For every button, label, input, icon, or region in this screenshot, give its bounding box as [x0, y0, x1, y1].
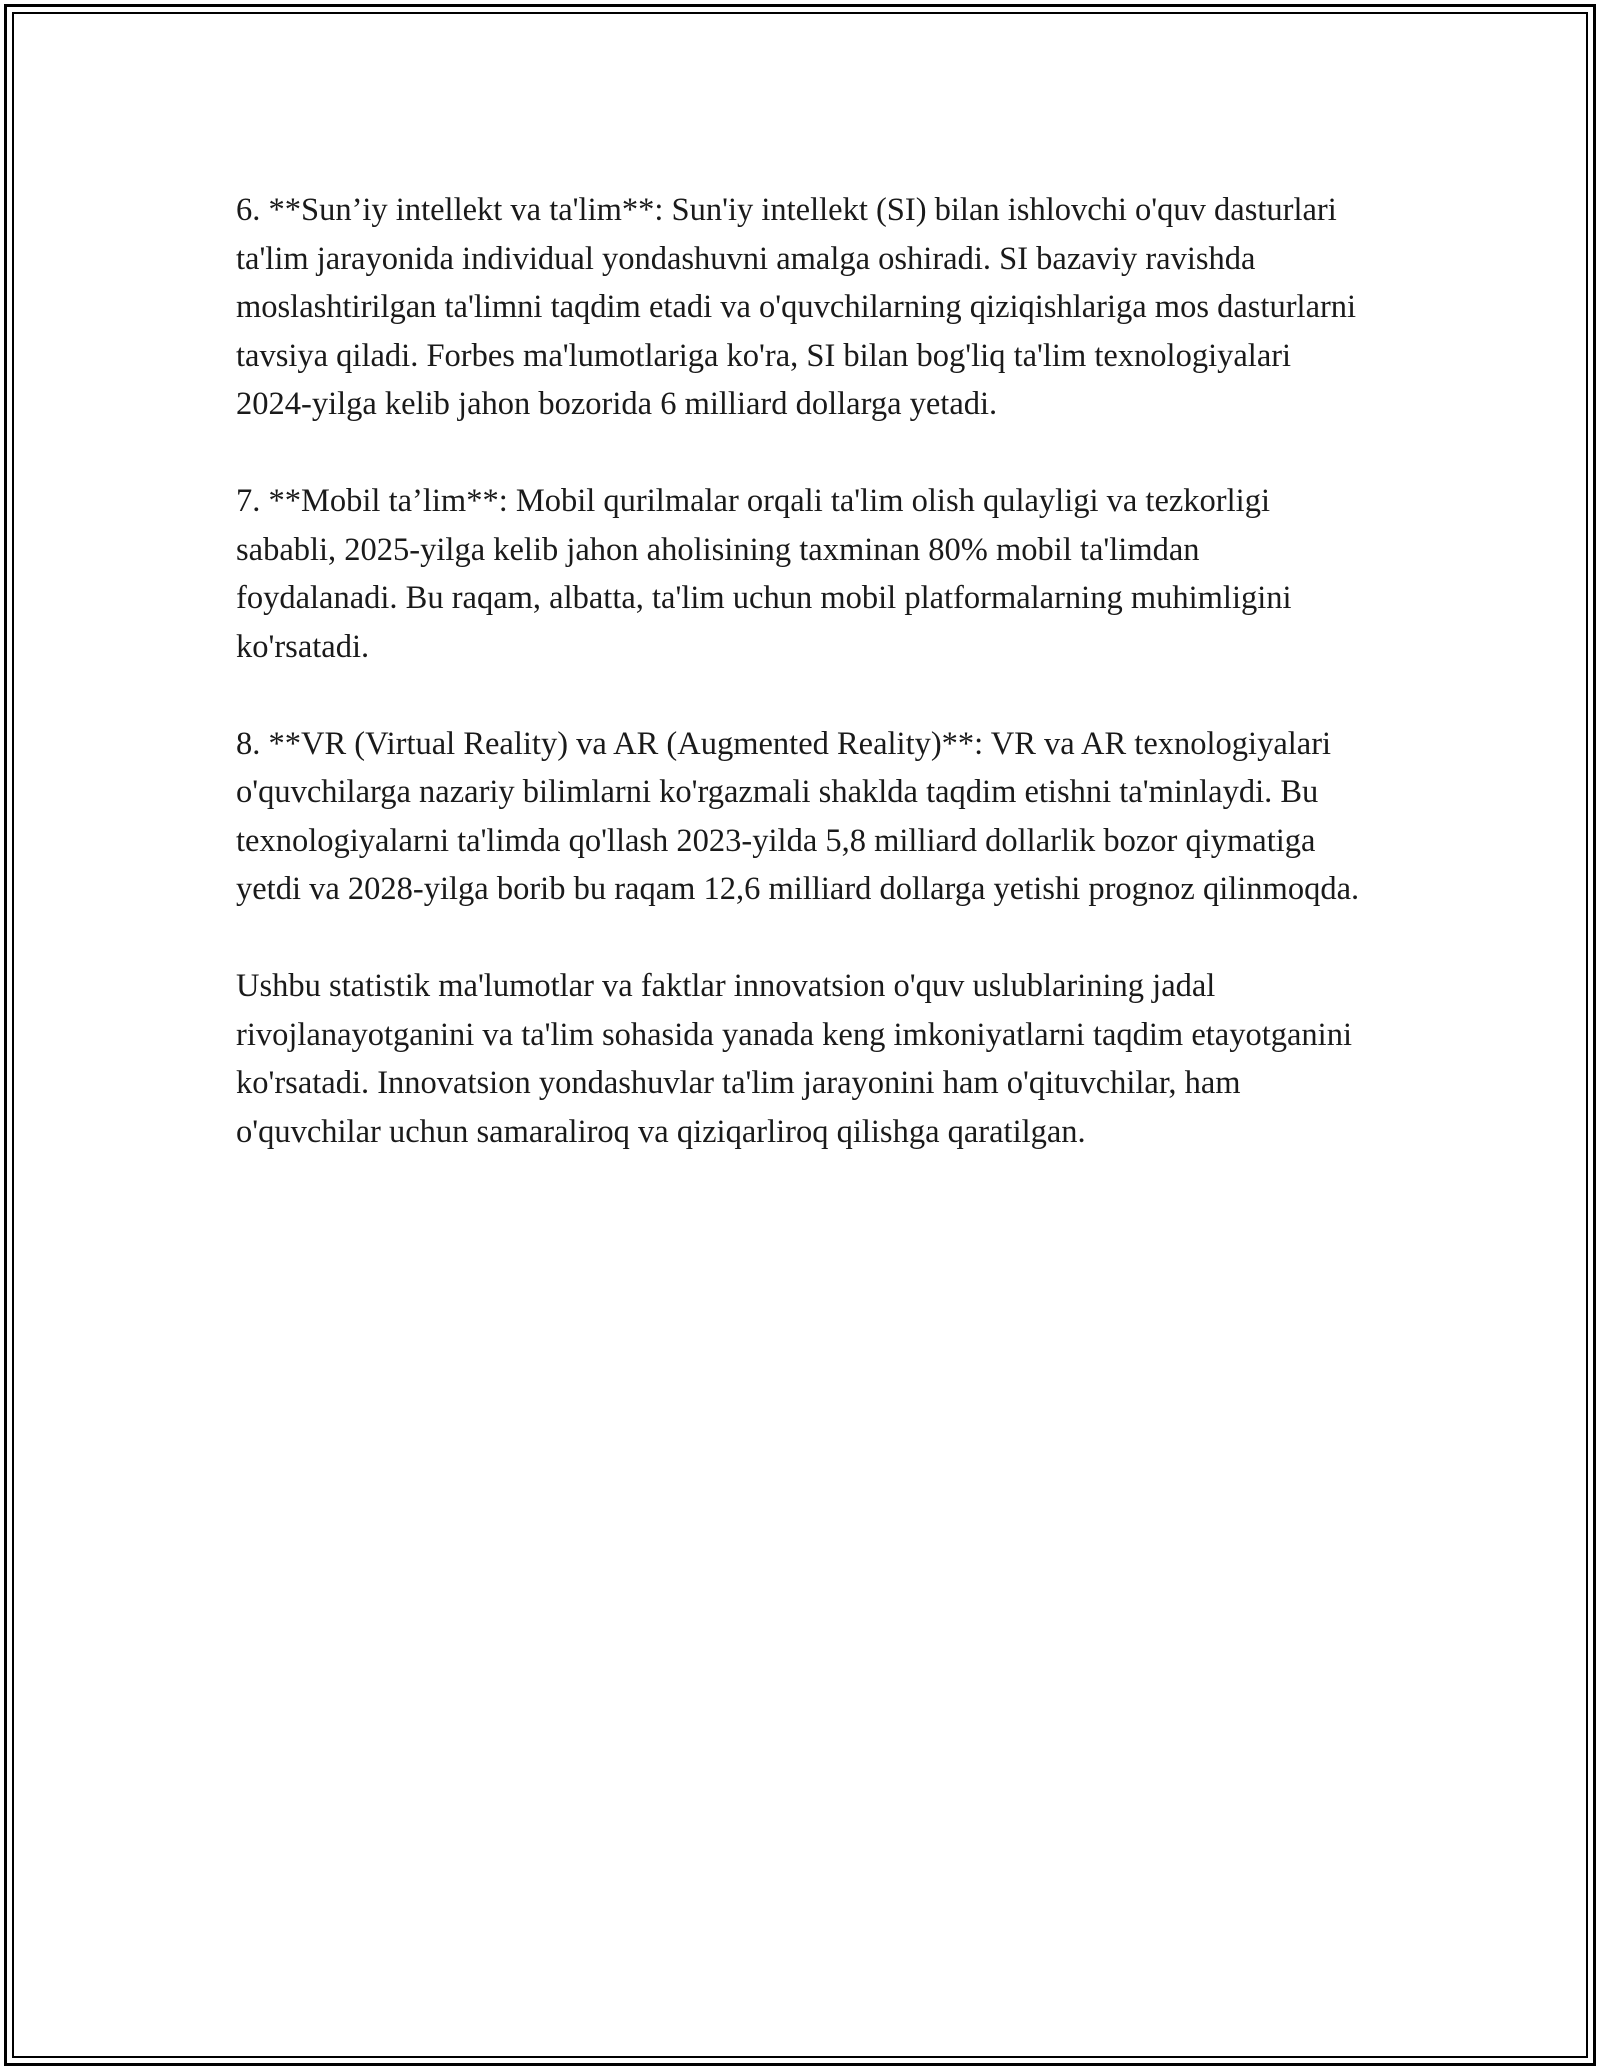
document-body [236, 186, 1366, 1205]
paragraph-vr-ar: 8. **VR (Virtual Reality) va AR (Augmented Reality)**: VR va AR texnologiyalari o'quvchilarga nazariy bilimlarni ko'rgazmali shaklda taqdim etishni ta'minlaydi. Bu texnologiyalarni ta'limda qo'llash 2023-yilda 5,8 milliard dollarlik bozor qiymatiga yetdi va 2028-yilga borib bu raqam 12,6 milliard dollarga yetishi prognoz qilinmoqda. [236, 725, 1360, 907]
paragraph-ai-education: 6. **Sun’iy intellekt va ta'lim**: Sun'iy intellekt (SI) bilan ishlovchi o'quv dasturlari ta'lim jarayonida individual yondashuvni amalga oshiradi. SI bazaviy ravishda moslashtirilgan ta'limni taqdim etadi va o'quvchilarning qiziqishlariga mos dasturlarni tavsiya qiladi. Forbes ma'lumotlariga ko'ra, SI bilan bog'liq ta'lim texnologiyalari 2024-yilga kelib jahon bozorida 6 milliard dollarga yetadi. [236, 192, 1357, 422]
paragraph-mobile-education: 7. **Mobil ta’lim**: Mobil qurilmalar orqali ta'lim olish qulayligi va tezkorligi sababli, 2025-yilga kelib jahon aholisining taxminan 80% mobil ta'limdan foydalanadi. Bu raqam, albatta, ta'lim uchun mobil platformalarning muhimligini ko'rsatadi. [236, 483, 1292, 665]
paragraph-conclusion: Ushbu statistik ma'lumotlar va faktlar innovatsion o'quv uslublarining jadal rivojlanayotganini va ta'lim sohasida yanada keng imkoniyatlarni taqdim etayotganini ko'rsatadi. Innovatsion yondashuvlar ta'lim jarayonini ham o'qituvchilar, ham o'quvchilar uchun samaraliroq va qiziqarliroq qilishga qaratilgan. [236, 968, 1352, 1150]
